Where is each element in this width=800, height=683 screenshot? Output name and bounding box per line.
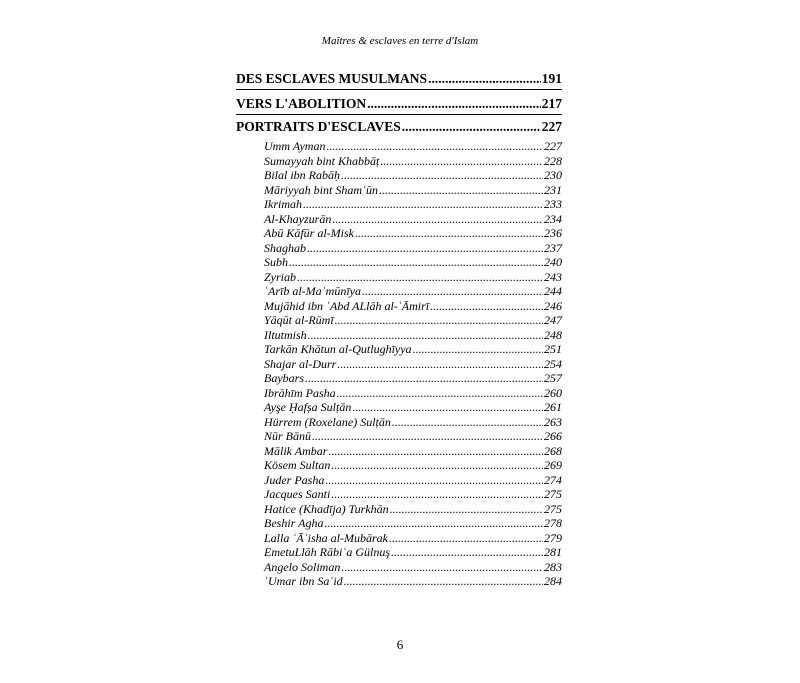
entry-page: 275: [544, 487, 562, 501]
chapter-page: 191: [541, 71, 562, 86]
toc-entry: [264, 444, 562, 459]
toc-entry: [264, 400, 562, 415]
entry-page: 233: [544, 197, 562, 211]
entry-page: 274: [544, 472, 562, 487]
chapter-title: VERS L'ABOLITION: [236, 96, 367, 111]
dot-leader: [307, 241, 543, 256]
entry-page: 243: [544, 269, 562, 284]
entry-title: Subh: [264, 255, 288, 269]
dot-leader: [337, 357, 543, 372]
toc-entry: [264, 473, 562, 488]
entry-page: 278: [544, 516, 562, 530]
toc-entry: [264, 212, 562, 227]
toc-chapter-des-esclaves-musulmans: [236, 71, 562, 87]
entry-page: 268: [544, 443, 562, 458]
entry-page: 251: [544, 342, 562, 356]
entry-title: Sumayyah bint Khabbāṭ: [264, 153, 380, 168]
dot-leader: [380, 154, 543, 169]
entry-page: 246: [544, 298, 562, 313]
entry-page: 266: [544, 429, 562, 443]
toc-entry: [264, 502, 562, 517]
chapter-page: 217: [541, 96, 562, 111]
toc-entry: [264, 284, 562, 299]
toc-entry: [264, 516, 562, 531]
entry-title: Baybars: [264, 371, 304, 385]
running-header: Maîtres & esclaves en terre d'Islam: [321, 35, 479, 47]
chapter-page: 227: [541, 119, 562, 134]
entry-title: Shaghab: [264, 240, 306, 255]
toc-entry: [264, 270, 562, 285]
dot-leader: [430, 299, 543, 314]
toc-entry: [264, 560, 562, 575]
entry-title: Angelo Soliman: [264, 559, 341, 574]
dot-leader: [367, 96, 541, 112]
entry-title: Nūr Bānū: [264, 429, 312, 443]
entry-page: 248: [544, 327, 562, 342]
toc-chapter-portraits-d-esclaves: [236, 119, 562, 135]
entry-title: Al-Khayzurān: [264, 211, 332, 226]
entry-page: 263: [544, 414, 562, 429]
dot-leader: [355, 226, 543, 241]
dot-leader: [391, 545, 543, 560]
dot-leader: [413, 342, 543, 357]
entry-title: Hatice (Khadīja) Turkhān: [264, 501, 389, 516]
entry-page: 234: [544, 211, 562, 226]
toc-entry: [264, 154, 562, 169]
dot-leader: [312, 429, 543, 444]
toc-entry: [264, 386, 562, 401]
entry-title: Yāqūt al-Rūmī: [264, 313, 334, 327]
entry-title: Umm Ayman: [264, 139, 326, 153]
dot-leader: [324, 516, 543, 531]
entry-title: Mālik Ambar: [264, 443, 328, 458]
entry-page: 283: [544, 559, 562, 574]
toc-entry: [264, 371, 562, 386]
dot-leader: [328, 444, 543, 459]
dot-leader: [308, 328, 543, 343]
toc-entry: [264, 487, 562, 502]
entry-title: Shajar al-Durr: [264, 356, 337, 371]
entry-page: 237: [544, 240, 562, 255]
toc-entry: [264, 139, 562, 154]
toc-entry: [264, 531, 562, 546]
dot-leader: [389, 531, 543, 546]
dot-leader: [362, 284, 543, 299]
entry-page: 269: [544, 458, 562, 472]
entry-page: 240: [544, 255, 562, 269]
dot-leader: [392, 415, 543, 430]
entry-page: 247: [544, 313, 562, 327]
toc-entry: [264, 574, 562, 589]
toc-entry: [264, 313, 562, 328]
entry-title: Zyriab: [264, 269, 297, 284]
toc-entry: [264, 197, 562, 212]
toc-chapter-vers-l-abolition: [236, 96, 562, 112]
divider: [236, 89, 562, 90]
dot-leader: [332, 212, 543, 227]
entry-page: 257: [544, 371, 562, 385]
dot-leader: [303, 197, 543, 212]
entry-page: 231: [544, 182, 562, 197]
entry-title: Lalla ʿĀʾisha al-Mubārak: [264, 530, 388, 545]
dot-leader: [352, 400, 543, 415]
entry-title: Kösem Sultan: [264, 458, 331, 472]
entry-page: 275: [544, 501, 562, 516]
entry-title: Hürrem (Roxelane) Sulṭān: [264, 414, 391, 429]
dot-leader: [325, 473, 543, 488]
dot-leader: [379, 183, 543, 198]
toc-entry: [264, 458, 562, 473]
dot-leader: [341, 560, 543, 575]
toc-entry: [264, 342, 562, 357]
dot-leader: [331, 487, 543, 502]
entry-title: Jacques Santi: [264, 487, 331, 501]
entry-title: Ikrimah: [264, 197, 302, 211]
entry-page: 281: [544, 545, 562, 559]
entry-title: Tarkān Khātun al-Qutlughīyya: [264, 342, 412, 356]
chapter-title: PORTRAITS D'ESCLAVES: [236, 119, 401, 134]
entry-title: Mujāhid ibn ʿAbd ALlāh al-ʿĀmirī: [264, 298, 430, 313]
entry-page: 228: [544, 153, 562, 168]
entry-page: 236: [544, 226, 562, 240]
dot-leader: [337, 386, 543, 401]
entry-title: EmetuLlāh Rābiʿa Gülnuş: [264, 545, 390, 559]
toc-entry-list: [264, 139, 562, 589]
entry-page: 279: [544, 530, 562, 545]
entry-page: 260: [544, 385, 562, 400]
entry-page: 230: [544, 168, 562, 182]
toc-entry: [264, 415, 562, 430]
entry-page: 244: [544, 284, 562, 298]
dot-leader: [331, 458, 543, 473]
entry-title: Juder Pasha: [264, 472, 325, 487]
toc-entry: [264, 168, 562, 183]
dot-leader: [335, 313, 543, 328]
entry-page: 284: [544, 574, 562, 588]
entry-title: Beshir Agha: [264, 516, 324, 530]
chapter-title: DES ESCLAVES MUSULMANS: [236, 71, 428, 86]
dot-leader: [344, 574, 543, 589]
dot-leader: [326, 139, 543, 154]
entry-title: ʿUmar ibn Saʿid: [264, 574, 343, 588]
toc-entry: [264, 255, 562, 270]
entry-title: Iltutmish: [264, 327, 307, 342]
toc-entry: [264, 241, 562, 256]
dot-leader: [402, 119, 541, 135]
entry-page: 261: [544, 400, 562, 414]
entry-title: Ibrāhīm Pasha: [264, 385, 336, 400]
toc-entry: [264, 328, 562, 343]
toc-entry: [264, 183, 562, 198]
entry-page: 254: [544, 356, 562, 371]
divider: [236, 114, 562, 115]
entry-title: ʿArīb al-Maʾmūnīya: [264, 284, 361, 298]
entry-title: Abū Kāfūr al-Misk: [264, 226, 354, 240]
dot-leader: [341, 168, 543, 183]
dot-leader: [297, 270, 543, 285]
entry-title: Ayşe Ḥafṣa Sulṭān: [264, 400, 352, 414]
toc-entry: [264, 545, 562, 560]
dot-leader: [305, 371, 543, 386]
dot-leader: [289, 255, 543, 270]
entry-title: Bilal ibn Rabāḥ: [264, 168, 340, 182]
toc-entry: [264, 226, 562, 241]
entry-page: 227: [544, 139, 562, 153]
entry-title: Māriyyah bint Shamʿūn: [264, 182, 378, 197]
toc-entry: [264, 357, 562, 372]
page-number: 6: [396, 637, 404, 652]
dot-leader: [390, 502, 543, 517]
dot-leader: [428, 71, 541, 87]
toc-entry: [264, 299, 562, 314]
toc-entry: [264, 429, 562, 444]
